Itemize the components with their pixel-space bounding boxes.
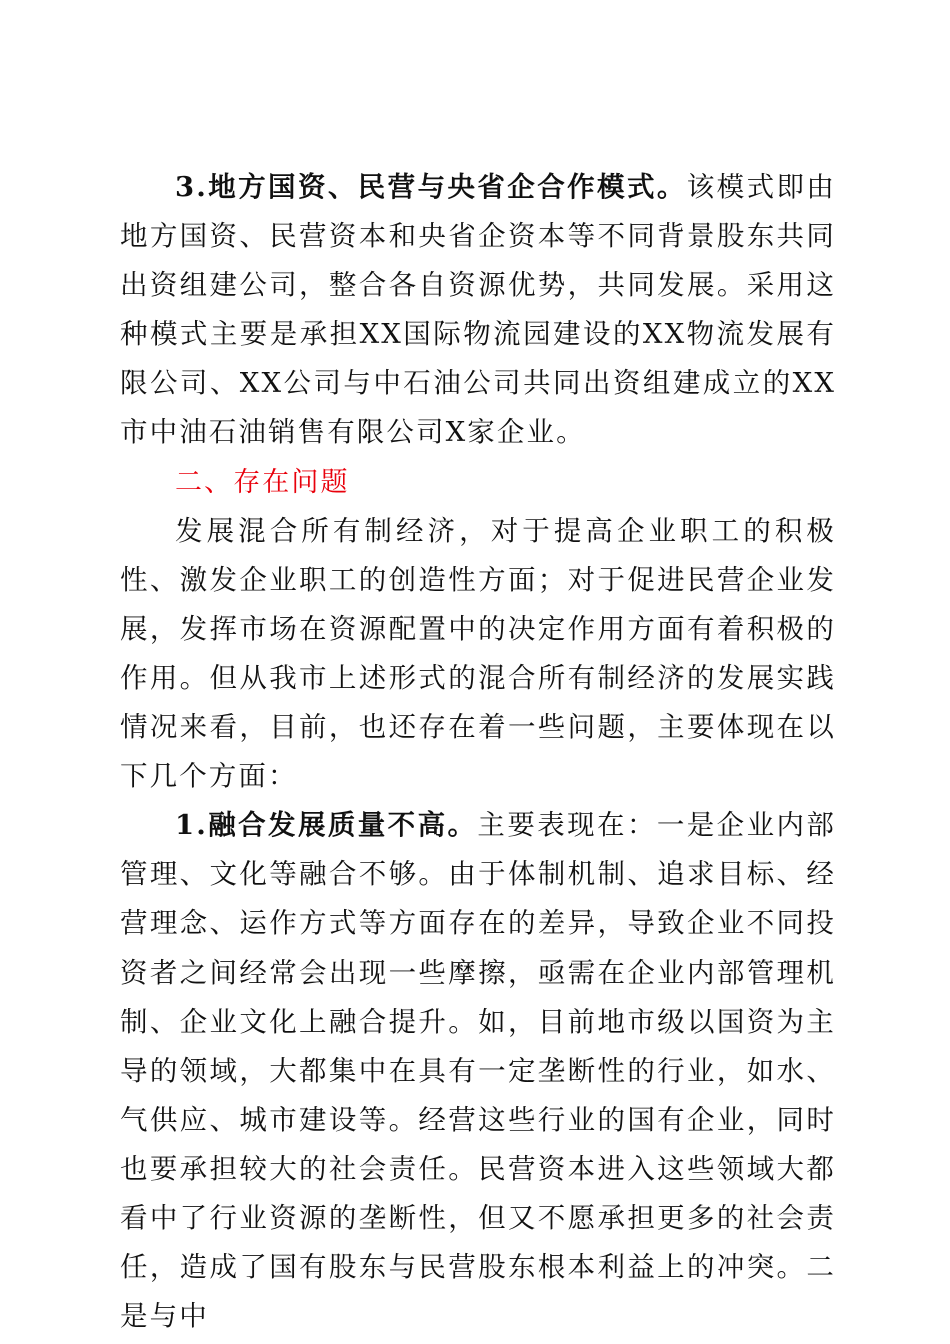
paragraph-cooperation-model xyxy=(120,163,836,458)
paragraph-body: 主要表现在：一是企业内部管理、文化等融合不够。由于体制机制、追求目标、经营理念、运作方式等方面存在的差异，导致企业不同投资者之间经常会出现一些摩擦，亟需在企业内部管理机制、企业文化上融合提升。如，目前地市级以国资为主导的领域，大都集中在具有一定垄断性的行业，如水、气供应、城市建设等。经营这些行业的国有企业，同时也要承担较大的社会责任。民营资本进入这些领域大都看中了行业资源的垄断性，但又不愿承担更多的社会责任，造成了国有股东与民营股东根本利益上的冲突。二是与中 xyxy=(120,809,837,1333)
document-page xyxy=(120,163,836,1341)
paragraph-lead: 1.融合发展质量不高。 xyxy=(175,809,478,842)
paragraph-intro-problems: 发展混合所有制经济，对于提高企业职工的积极性、激发企业职工的创造性方面；对于促进民营企业发展，发挥市场在资源配置中的决定作用方面有着积极的作用。但从我市上述形式的混合所有制经济的发展实践情况来看，目前，也还存在着一些问题，主要体现在以下几个方面： xyxy=(120,514,836,793)
paragraph-lead: 3.地方国资、民营与央省企合作模式。 xyxy=(175,171,687,203)
paragraph-integration-quality xyxy=(120,801,836,1341)
section-heading-problems: 二、存在问题 xyxy=(175,466,350,498)
paragraph-body: 该模式即由地方国资、民营资本和央省企资本等不同背景股东共同出资组建公司，整合各自资源优势，共同发展。采用这种模式主要是承担XX国际物流园建设的XX物流发展有限公司、XX公司与中石油公司共同出资组建成立的XX市中油石油销售有限公司X家企业。 xyxy=(120,171,837,449)
